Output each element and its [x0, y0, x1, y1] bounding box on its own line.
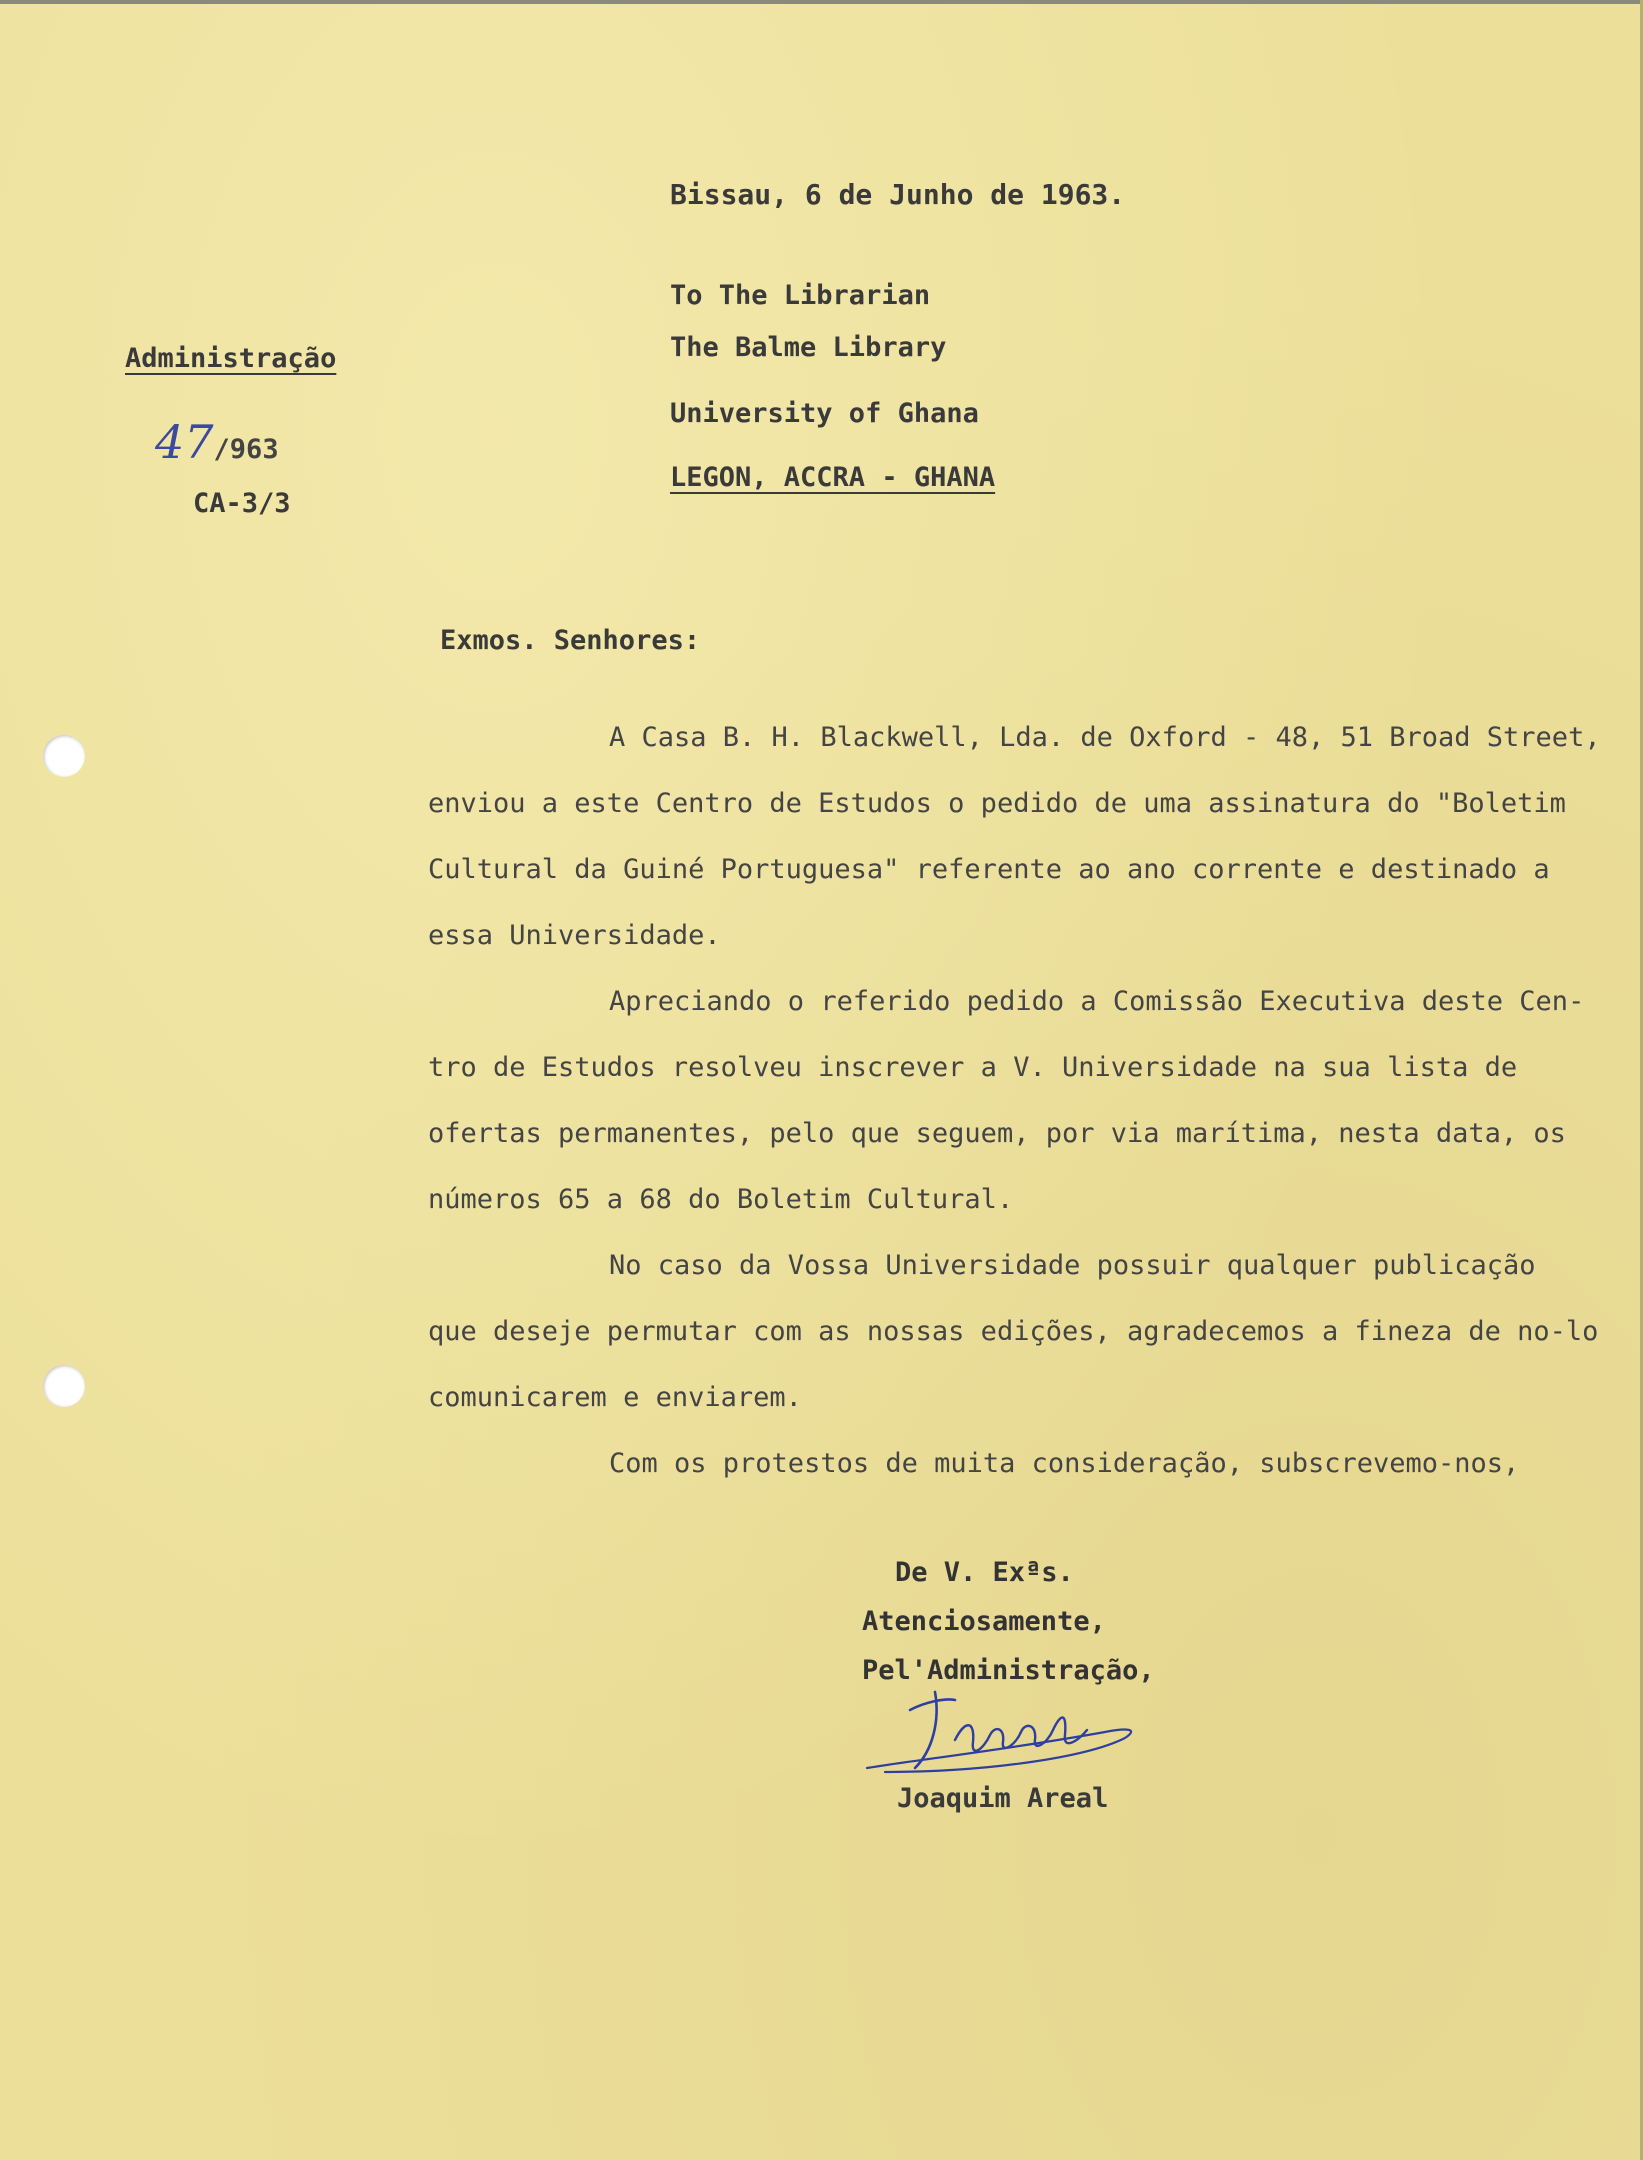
body-line: No caso da Vossa Universidade possuir qualquer publicação	[609, 1250, 1536, 1281]
recipient-line-3: University of Ghana	[670, 398, 979, 429]
body-line: enviou a este Centro de Estudos o pedido de uma assinatura do "Boletim	[428, 788, 1566, 819]
file-code: CA-3/3	[193, 488, 291, 519]
handwritten-number: 47	[155, 415, 214, 469]
date-line: Bissau, 6 de Junho de 1963.	[670, 178, 1126, 211]
department-heading: Administração	[125, 343, 337, 374]
body-line: que deseje permutar com as nossas edições, agradecemos a fineza de no-lo	[428, 1316, 1599, 1347]
reference-number	[155, 415, 279, 469]
letter-body	[428, 705, 1623, 1497]
body-line: essa Universidade.	[428, 920, 721, 951]
body-line: ofertas permanentes, pelo que seguem, por via marítima, nesta data, os	[428, 1118, 1566, 1149]
handwritten-signature	[855, 1680, 1145, 1790]
signatory-name: Joaquim Areal	[897, 1783, 1109, 1814]
salutation: Exmos. Senhores:	[440, 625, 701, 656]
closing-line-1: De V. Exªs.	[895, 1557, 1074, 1588]
closing-line-3: Pel'Administração,	[862, 1655, 1155, 1686]
body-line: Cultural da Guiné Portuguesa" referente ao ano corrente e destinado a	[428, 854, 1550, 885]
recipient-line-4: LEGON, ACCRA - GHANA	[670, 462, 996, 493]
body-line: números 65 a 68 do Boletim Cultural.	[428, 1184, 1014, 1215]
body-line: Com os protestos de muita consideração, subscrevemo-nos,	[609, 1448, 1520, 1479]
body-line: comunicarem e enviarem.	[428, 1382, 802, 1413]
recipient-line-2: The Balme Library	[670, 332, 947, 363]
reference-year: /963	[213, 434, 279, 465]
closing-line-2: Atenciosamente,	[862, 1606, 1106, 1637]
punch-hole-bottom	[43, 1365, 85, 1407]
body-line: A Casa B. H. Blackwell, Lda. de Oxford - 48, 51 Broad Street,	[609, 722, 1601, 753]
body-line: tro de Estudos resolveu inscrever a V. Universidade na sua lista de	[428, 1052, 1518, 1083]
punch-hole-top	[43, 735, 85, 777]
closing-block	[862, 1548, 1155, 1695]
recipient-line-1: To The Librarian	[670, 280, 931, 311]
body-line: Apreciando o referido pedido a Comissão Executiva deste Cen-	[609, 986, 1585, 1017]
